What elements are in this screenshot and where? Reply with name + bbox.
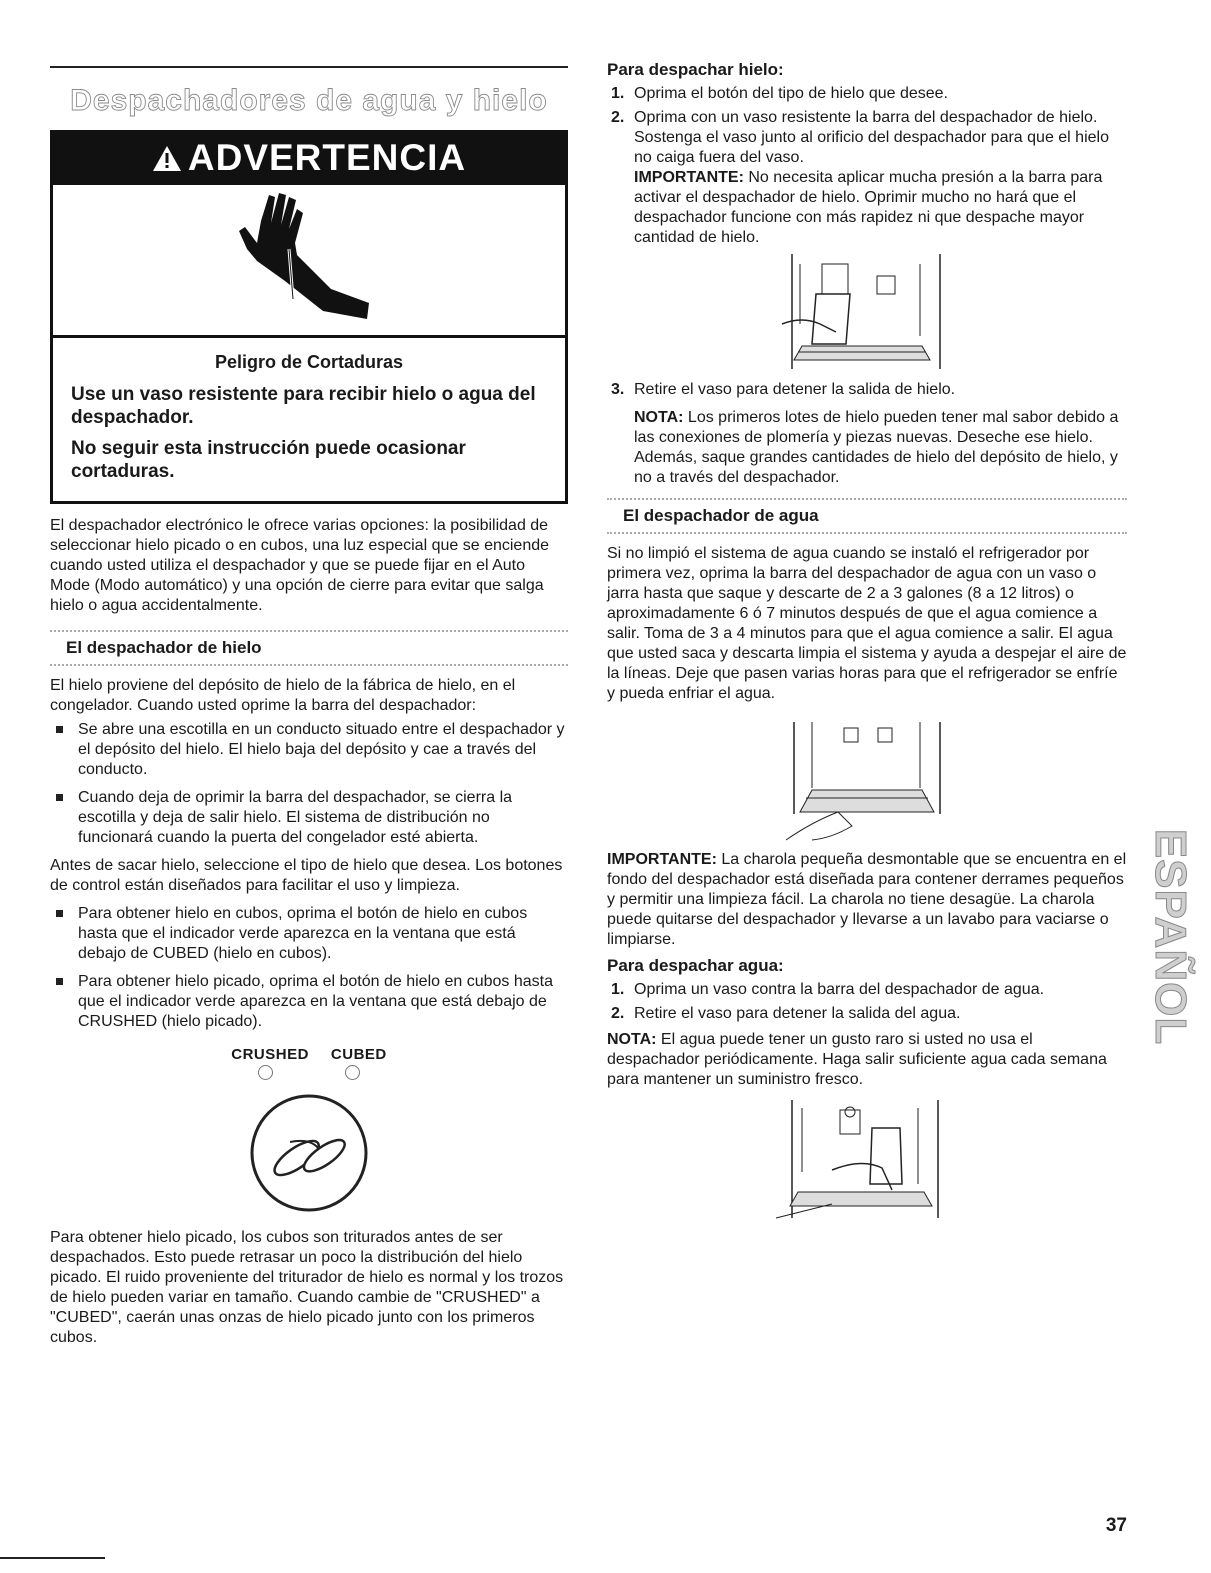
- ice-step-3: [607, 380, 1127, 488]
- warning-subtitle: Peligro de Cortaduras: [214, 352, 404, 372]
- warning-line-1: Use un vaso resistente para recibir hielo o agua del despachador.: [71, 384, 536, 428]
- warning-box: [50, 130, 568, 504]
- select-bullet-list: [50, 904, 568, 1032]
- ice-dispenser-figure: [607, 254, 1127, 372]
- header-rule: [50, 66, 568, 68]
- cubed-label: CUBED: [330, 1046, 387, 1063]
- warning-text: [53, 338, 565, 501]
- warning-header: [53, 133, 565, 185]
- ice-bullet-list: [50, 720, 568, 848]
- important2-label: IMPORTANTE:: [607, 851, 717, 868]
- list-item: Se abre una escotilla en un conducto situado entre el despachador y el depósito del hielo. El hielo baja del depósito y cae a través del conducto.: [50, 720, 568, 780]
- ice-select-button-icon: [248, 1092, 370, 1214]
- list-item: [607, 108, 1127, 248]
- step-text: Retire el vaso para detener la salida del agua.: [634, 1005, 961, 1022]
- important2-paragraph: [607, 850, 1127, 950]
- important-text: No necesita aplicar mucha presión a la barra para activar el despachador de hielo. Oprimir mucho no hará que el despachador funcione con más rapidez ni que despache mayor cantidad de hielo.: [634, 169, 1103, 246]
- step-number: 1.: [611, 981, 625, 998]
- side-tab-label: ESPAÑOL: [1146, 828, 1195, 1046]
- ice-intro: El hielo proviene del depósito de hielo de la fábrica de hielo, en el congelador. Cuando usted oprime la barra del despachador:: [50, 677, 516, 714]
- divider: [50, 664, 568, 666]
- water-steps: [607, 980, 1127, 1024]
- water-dispenser-figure: [607, 1100, 1127, 1220]
- list-item: [607, 380, 1127, 488]
- left-column: [50, 40, 568, 1348]
- page-number: 37: [1105, 1515, 1127, 1536]
- select-intro: Antes de sacar hielo, seleccione el tipo de hielo que desea. Los botones de control están diseñados para facilitar el uso y limpieza.: [50, 857, 563, 894]
- page-title: Despachadores de agua y hielo: [70, 84, 548, 117]
- list-item: Para obtener hielo picado, oprima el botón de hielo en cubos hasta que el indicador verde aparezca en la ventana que está debajo de CRUSHED (hielo picado).: [50, 972, 568, 1032]
- cut-hazard-illustration: [53, 185, 565, 338]
- water-section-title: El despachador de agua: [623, 506, 819, 525]
- crushed-paragraph: Para obtener hielo picado, los cubos son triturados antes de ser despachados. Esto puede retrasar un poco la distribución del hielo picado. El ruido proveniente del triturador de hielo es normal y los trozos de hielo pueden variar en tamaño. Cuando cambie de "CRUSHED" a "CUBED", caerán unas onzas de hielo picado junto con los primeros cubos.: [50, 1229, 564, 1346]
- water-intro: Si no limpió el sistema de agua cuando se instaló el refrigerador por primera vez, oprima la barra del despachador de agua con un vaso o jarra hasta que saque y descarte de 2 a 3 galones (8 a 12 litros) o aproximadamente 6 ó 7 minutos después de que el agua comience a salir. Toma de 3 a 4 minutos para que el agua comience a salir. El agua que usted saca y descarta limpia el sistema y ayuda a despejar el aire de la líneas. Deje que pasen varias horas para que el refrigerador se enfríe y pueda enfriar el agua.: [607, 545, 1127, 702]
- footer-rule: [0, 1557, 105, 1559]
- water-tray-figure: [607, 722, 1127, 842]
- important-label: IMPORTANTE:: [634, 169, 744, 186]
- important2-text: La charola pequeña desmontable que se encuentra en el fondo del despachador está diseñada para contener derrames pequeños y permitir una limpieza fácil. La charola no tiene desagüe. La charola puede quitarse del despachador y llevarse a un lavabo para vaciarse o limpiarse.: [607, 851, 1127, 948]
- nota2-label: NOTA:: [607, 1031, 657, 1048]
- step-number: 2.: [611, 1005, 625, 1022]
- warning-line-2: No seguir esta instrucción puede ocasionar cortaduras.: [71, 438, 466, 482]
- ice-button-illustration: [50, 1092, 568, 1214]
- water-tray-illustration: [772, 722, 962, 842]
- divider: [607, 532, 1127, 534]
- step-number: 2.: [611, 109, 625, 126]
- list-item: [607, 980, 1127, 1000]
- dispense-water-title: Para despachar agua:: [607, 956, 784, 975]
- warning-triangle-icon: [152, 145, 182, 172]
- warning-heading: ADVERTENCIA: [187, 137, 467, 178]
- ice-steps: [607, 84, 1127, 248]
- step-text: Oprima con un vaso resistente la barra del despachador de hielo. Sostenga el vaso junto al orificio del despachador para que el hielo no caiga fuera del vaso.: [634, 109, 1109, 166]
- language-side-tab: [1146, 815, 1195, 1060]
- ice-section-title: El despachador de hielo: [66, 638, 262, 657]
- crushed-label: CRUSHED: [231, 1046, 309, 1063]
- nota-text: Los primeros lotes de hielo pueden tener mal sabor debido a las conexiones de plomería y piezas nuevas. Deseche ese hielo. Además, saque grandes cantidades de hielo del depósito de hielo, y no a través del despachador.: [634, 409, 1119, 486]
- intro-paragraph: El despachador electrónico le ofrece varias opciones: la posibilidad de seleccionar hielo picado o en cubos, una luz especial que se enciende cuando usted utiliza el despachador y que se puede fijar en el Auto Mode (Modo automático) y una opción de cierre para evitar que salga hielo o agua accidentalmente.: [50, 517, 550, 614]
- step-text: Retire el vaso para detener la salida de hielo.: [634, 381, 956, 398]
- right-column: [607, 60, 1127, 1228]
- water-dispenser-illustration: [772, 1100, 962, 1220]
- list-item: [607, 84, 1127, 104]
- nota-label: NOTA:: [634, 409, 684, 426]
- ice-type-labels: [50, 1046, 568, 1063]
- list-item: [607, 1004, 1127, 1024]
- list-item: Cuando deja de oprimir la barra del despachador, se cierra la escotilla y deja de salir hielo. El sistema de distribución no funcionará cuando la puerta del congelador esté abierta.: [50, 788, 568, 848]
- list-item: Para obtener hielo en cubos, oprima el botón de hielo en cubos hasta que el indicador verde aparezca en la ventana que está debajo de CUBED (hielo en cubos).: [50, 904, 568, 964]
- nota2-text: El agua puede tener un gusto raro si usted no usa el despachador periódicamente. Haga salir suficiente agua cada semana para mantener un suministro fresco.: [607, 1031, 1107, 1088]
- nota-block: [634, 408, 1127, 488]
- step-text: Oprima el botón del tipo de hielo que desee.: [634, 85, 948, 102]
- step-number: 1.: [611, 85, 625, 102]
- crushed-indicator: [258, 1065, 273, 1080]
- ice-dispenser-illustration: [772, 254, 962, 372]
- step-text: Oprima un vaso contra la barra del despachador de agua.: [634, 981, 1045, 998]
- ice-type-indicators: [50, 1065, 568, 1080]
- cubed-indicator: [345, 1065, 360, 1080]
- dispense-ice-title: Para despachar hielo:: [607, 60, 784, 79]
- nota2-paragraph: [607, 1030, 1127, 1090]
- step-number: 3.: [611, 381, 625, 398]
- hand-cut-icon: [231, 191, 391, 331]
